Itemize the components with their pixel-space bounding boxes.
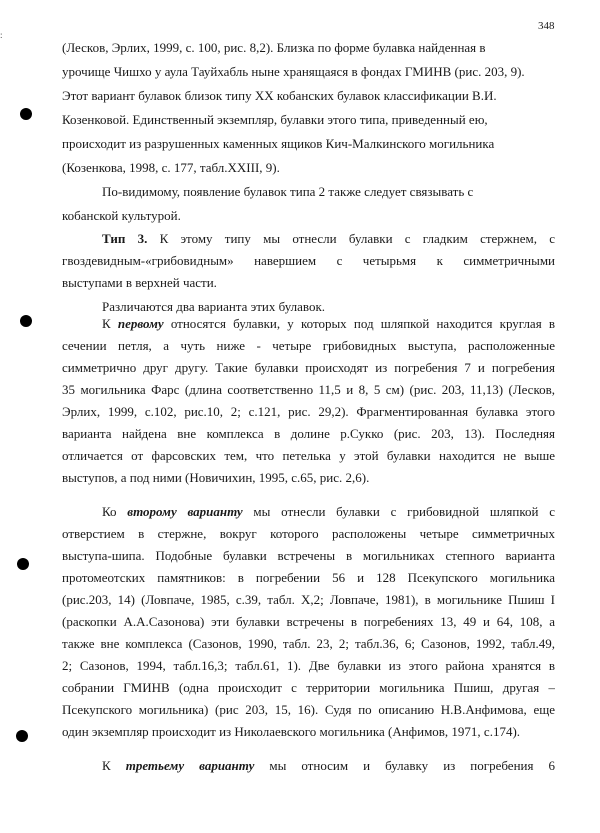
text-span: мы относим и булавку из погребения 6 (254, 758, 555, 773)
text-line: 35 могильника Фарс (длина соответственно 11,5 и 8, 5 см) (рис. 203, 11,13) (Лесков, (62, 382, 555, 397)
text-line: выступа-шипа. Подобные булавки встречены в могильниках степного варианта (62, 548, 555, 563)
paragraph-1 (62, 36, 555, 180)
text-line (62, 501, 555, 523)
margin-mark: : (0, 30, 3, 40)
text-line: отверстием в стержне, вокруг которого расположены четыре симметричных (62, 526, 555, 541)
text-line: выступов, а под ними (Новичихин, 1995, с.65, рис. 2,6). (62, 470, 370, 485)
punch-hole-dot (20, 108, 32, 120)
text-line: (Козенкова, 1998, с. 177, табл.XXIII, 9). (62, 160, 280, 175)
text-line (62, 755, 555, 777)
text-line: Эрлих, 1999, с.102, рис.10, 2; с.121, рис. 29,2). Фрагментированная булавка этого (62, 404, 555, 419)
text-line (62, 313, 555, 335)
text-line: собрании ГМИНВ (одна происходит с территории могильника Пшиш, другая – (62, 680, 555, 695)
text-line: симметрично друг другу. Такие булавки происходят из погребения 7 и погребения (62, 360, 555, 375)
text-span: относятся булавки, у которых под шляпкой находится круглая в (163, 316, 555, 331)
text-span: К этому типу мы отнесли булавки с гладким стержнем, с (147, 231, 555, 246)
text-line: (раскопки А.А.Сазонова) эти булавки встречены в погребениях 13, 49 и 64, 108, а (62, 614, 555, 629)
text-line: (рис.203, 14) (Ловпаче, 1985, с.39, табл. X,2; Ловпаче, 1981), в могильнике Пшиш I (62, 592, 555, 607)
type-heading: Тип 3. (102, 231, 148, 246)
text-span: мы отнесли булавки с грибовидной шляпкой с (242, 504, 555, 519)
text-span: К (102, 316, 118, 331)
text-line: Козенковой. Единственный экземпляр, булавки этого типа, приведенный ею, (62, 112, 488, 127)
text-line: варианта найдена вне комплекса в долине р.Сукко (рис. 203, 13). Последняя (62, 426, 555, 441)
text-line: Этот вариант булавок близок типу XX кобанских булавок классификации В.И. (62, 88, 497, 103)
text-line: отличается от фарсовских тем, что петелька у этой булавки находится не выше (62, 448, 555, 463)
page-number: 348 (538, 20, 555, 32)
text-line: гвоздевидным-«грибовидным» навершием с четырьмя к симметричными (62, 253, 555, 268)
text-line: также вне комплекса (Сазонов, 1990, табл. 23, 2; табл.36, 6; Сазонов, 1992, табл.49, (62, 636, 555, 651)
paragraph-3 (62, 228, 555, 318)
paragraph-6 (62, 501, 555, 743)
text-line: Различаются два варианта этих булавок. (102, 299, 326, 314)
emphasis: второму варианту (127, 504, 243, 519)
text-line (62, 228, 555, 250)
text-line: (Лесков, Эрлих, 1999, с. 100, рис. 8,2). Близка по форме булавка найденная в (62, 40, 486, 55)
text-line: урочище Чишхо у аула Тауйхабль ныне хранящаяся в фондах ГМИНВ (рис. 203, 9). (62, 64, 525, 79)
text-line: происходит из разрушенных каменных ящиков Кич-Малкинского могильника (62, 136, 495, 151)
text-line: сечении петля, а чуть ниже - четыре грибовидных выступа, расположенные (62, 338, 555, 353)
paragraph-7 (62, 755, 555, 777)
text-line: один экземпляр происходит из Николаевского могильника (Анфимов, 1971, с.174). (62, 724, 521, 739)
text-line: протомеотских памятников: в погребении 56 и 128 Псекупского могильника (62, 570, 555, 585)
emphasis: первому (117, 316, 164, 331)
paragraph-5 (62, 313, 555, 489)
text-span: Ко (102, 504, 128, 519)
emphasis: третьему варианту (125, 758, 255, 773)
text-line: 2; Сазонов, 1994, табл.16,3; табл.61, 1). Две булавки из этого района хранятся в (62, 658, 555, 673)
punch-hole-dot (17, 558, 29, 570)
text-span: К (102, 758, 126, 773)
text-line: выступами в верхней части. (62, 275, 217, 290)
text-line: Псекупского могильника) (рис 203, 15, 16). Судя по описанию Н.В.Анфимова, еще (62, 702, 555, 717)
punch-hole-dot (16, 730, 28, 742)
paragraph-2 (62, 180, 555, 228)
punch-hole-dot (20, 315, 32, 327)
text-line: По-видимому, появление булавок типа 2 также следует связывать с (102, 184, 474, 199)
text-line: кобанской культурой. (62, 208, 181, 223)
